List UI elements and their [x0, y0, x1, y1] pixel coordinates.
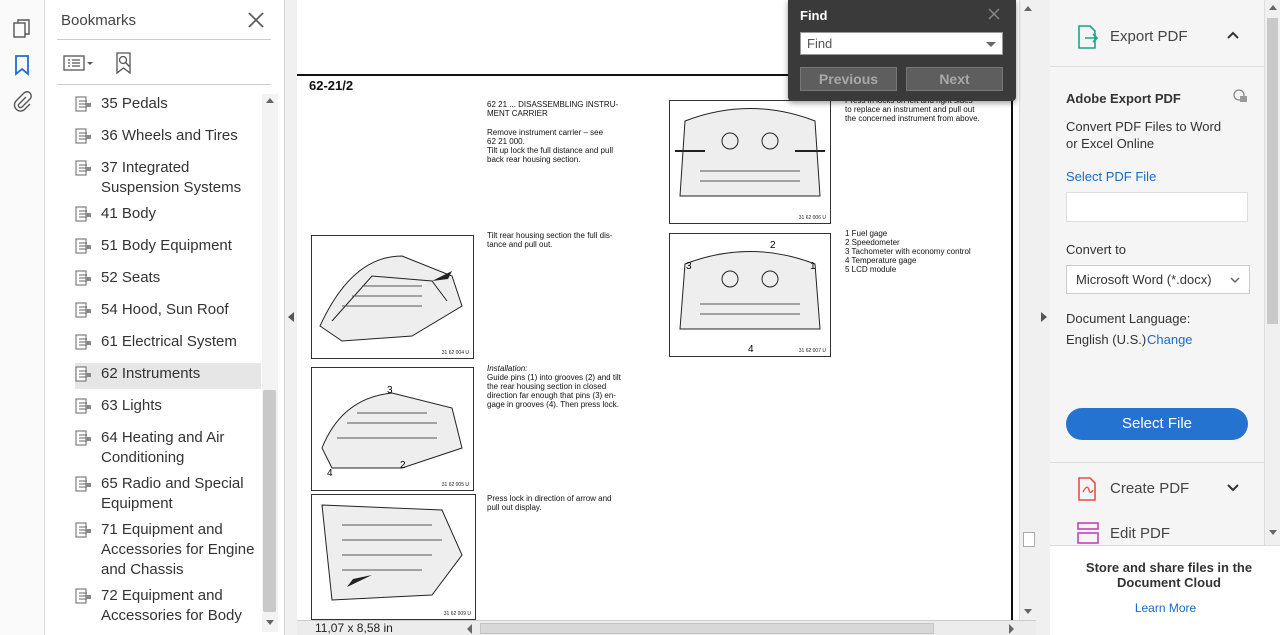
figure [669, 100, 831, 224]
select-file-button[interactable]: Select File [1066, 408, 1248, 440]
bookmark-item[interactable]: 52 Seats [75, 268, 261, 288]
bookmark-item[interactable]: 37 Integrated Suspension Systems [75, 158, 261, 198]
bookmarks-title: Bookmarks [61, 12, 137, 29]
convert-to-select[interactable] [1066, 265, 1250, 294]
figure-caption: 31 62 004 U [441, 350, 469, 356]
step-text: Remove instrument carrier – see 62 21 000. Tilt up lock the full distance and pull back rear housing section. [487, 128, 613, 164]
bookmark-item[interactable]: 65 Radio and Special Equipment [75, 474, 261, 514]
document-scroll-thumb[interactable] [1023, 532, 1035, 547]
legend-text: 1 Fuel gage 2 Speedometer 3 Tachometer with economy control 4 Temperature gage 5 LCD module [845, 229, 971, 274]
attachment-icon[interactable] [8, 88, 36, 116]
cloud-promo-text: Store and share files in the Document Cloud [1085, 560, 1253, 590]
svg-text:2: 2 [400, 460, 406, 471]
close-icon[interactable] [245, 9, 267, 31]
bookmark-item[interactable]: 71 Equipment and Accessories for Engine and Chassis [75, 520, 261, 580]
svg-text:3: 3 [686, 261, 692, 272]
bookmark-tree-icon [75, 128, 93, 146]
tools-pane-scrollbar[interactable] [1264, 0, 1280, 545]
selected-file-box[interactable] [1066, 192, 1248, 222]
pdf-page [297, 74, 1013, 634]
learn-more-link[interactable]: Learn More [1134, 601, 1197, 615]
find-input[interactable] [800, 32, 1003, 55]
export-pdf-header[interactable]: Export PDF [1110, 28, 1188, 45]
figure-caption: 31 62 007 U [798, 348, 826, 354]
document-cloud-promo [1050, 545, 1280, 635]
chevron-up-icon[interactable] [1226, 28, 1240, 47]
figure-caption: 31 62 009 U [443, 611, 471, 617]
right-panel-collapse-strip[interactable] [1036, 0, 1050, 635]
figure [311, 367, 474, 491]
options-menu-button[interactable] [63, 53, 95, 78]
find-dialog [788, 0, 1016, 101]
bookmark-item[interactable]: 41 Body [75, 204, 261, 224]
scroll-up-arrow-icon[interactable] [1269, 5, 1277, 10]
divider [1050, 66, 1264, 67]
svg-text:2: 2 [770, 240, 776, 251]
create-pdf-tool[interactable]: Create PDF [1110, 480, 1190, 497]
find-title: Find [800, 8, 828, 23]
scroll-up-arrow-icon[interactable] [1024, 6, 1032, 11]
bookmark-tree-icon [75, 430, 93, 448]
bookmark-tree-icon [75, 366, 93, 384]
scroll-left-arrow-icon[interactable] [467, 624, 472, 634]
doc-language-value: English (U.S.) [1066, 332, 1147, 347]
bookmark-tree-icon [75, 302, 93, 320]
scroll-right-arrow-icon[interactable] [1009, 624, 1014, 634]
bookmark-item[interactable]: 64 Heating and Air Conditioning [75, 428, 261, 468]
convert-to-value: Microsoft Word (*.docx) [1076, 272, 1212, 287]
bookmark-item[interactable]: 63 Lights [75, 396, 261, 416]
bookmark-item[interactable]: 54 Hood, Sun Roof [75, 300, 261, 320]
bookmark-item[interactable]: 36 Wheels and Tires [75, 126, 261, 146]
export-pdf-icon [1076, 24, 1100, 55]
horizontal-scroll-thumb[interactable] [480, 623, 934, 634]
step-heading: Installation: [487, 364, 528, 373]
bookmark-item[interactable]: 51 Body Equipment [75, 236, 261, 256]
chevron-down-icon[interactable] [986, 42, 996, 47]
figure-caption: 31 62 006 U [798, 215, 826, 221]
collapse-left-panel-icon[interactable] [288, 312, 294, 322]
figure-caption: 31 62 005 U [441, 482, 469, 488]
bookmark-item[interactable]: 35 Pedals [75, 94, 261, 114]
adobe-export-title: Adobe Export PDF [1066, 91, 1181, 106]
bookmarks-scroll-thumb[interactable] [263, 390, 276, 612]
page-thumbnails-icon[interactable] [8, 15, 36, 43]
scroll-up-arrow-icon[interactable] [266, 98, 274, 103]
bookmark-tree-icon [75, 206, 93, 224]
find-input-placeholder: Find [807, 36, 833, 51]
doc-language-label: Document Language: [1066, 311, 1191, 326]
bookmark-tree-icon [75, 522, 93, 540]
bookmark-tree-icon [75, 160, 93, 178]
bookmark-list [45, 90, 263, 635]
divider [1050, 462, 1264, 463]
figure [669, 233, 831, 357]
bookmark-tree-icon [75, 334, 93, 352]
step-text: Guide pins (1) into grooves (2) and tilt the rear housing section in closed direction far enough that pins (3) en- gage in grooves (4). Then press lock. [487, 373, 621, 409]
chevron-down-icon [1229, 275, 1241, 285]
bookmark-search-icon[interactable] [114, 51, 136, 80]
close-icon[interactable] [987, 7, 1001, 21]
step-text: Tilt rear housing section the full dis- tance and pull out. [487, 231, 613, 249]
scroll-down-arrow-icon[interactable] [1024, 609, 1032, 614]
tools-pane [1050, 0, 1264, 545]
bookmark-tree-icon [75, 476, 93, 494]
bookmark-tree-icon [75, 270, 93, 288]
chevron-down-icon[interactable] [1226, 481, 1240, 500]
bookmarks-panel [45, 0, 285, 635]
svg-text:4: 4 [748, 344, 754, 355]
bookmark-item-selected[interactable]: 62 Instruments [75, 363, 261, 389]
find-previous-button[interactable]: Previous [800, 67, 897, 91]
step-text: Press lock in direction of arrow and pull out display. [487, 494, 612, 512]
step-text: to replace an instrument and pull out the concerned instrument from above. [845, 105, 980, 123]
scroll-down-arrow-icon[interactable] [1269, 530, 1277, 535]
divider [57, 84, 271, 85]
bookmark-item[interactable]: 61 Electrical System [75, 332, 261, 352]
svg-text:3: 3 [387, 385, 393, 396]
bookmark-tree-icon [75, 96, 93, 114]
info-icon[interactable] [1232, 88, 1248, 109]
export-description: Convert PDF Files to Word or Excel Online [1066, 119, 1222, 151]
collapse-right-panel-icon[interactable] [1041, 312, 1047, 322]
svg-text:1: 1 [810, 261, 816, 272]
status-bar [297, 620, 1036, 635]
bookmark-tree-icon [75, 588, 93, 606]
section-title: 62 21 ... DISASSEMBLING INSTRU- MENT CARRIER [487, 100, 619, 118]
find-next-button[interactable]: Next [906, 67, 1003, 91]
select-pdf-link[interactable]: Select PDF File [1066, 169, 1157, 184]
scroll-down-arrow-icon[interactable] [266, 620, 274, 625]
convert-to-label: Convert to [1066, 242, 1126, 257]
figure [311, 235, 474, 359]
change-language-link[interactable]: Change [1147, 332, 1193, 347]
bookmark-tree-icon [75, 398, 93, 416]
divider [57, 39, 271, 40]
document-scrollbar[interactable] [1019, 0, 1036, 620]
left-tool-rail [0, 0, 45, 635]
create-pdf-icon [1076, 476, 1100, 507]
bookmark-icon[interactable] [8, 51, 36, 79]
svg-text:4: 4 [327, 468, 333, 479]
tools-pane-scroll-thumb[interactable] [1267, 18, 1278, 324]
bookmark-tree-icon [75, 238, 93, 256]
edit-pdf-tool[interactable]: Edit PDF [1110, 525, 1171, 542]
figure [311, 494, 476, 620]
bookmark-item[interactable]: 72 Equipment and Accessories for Body [75, 586, 261, 626]
page-size-readout: 11,07 x 8,58 in [315, 621, 393, 635]
page-header: 62-21/2 [309, 78, 354, 93]
